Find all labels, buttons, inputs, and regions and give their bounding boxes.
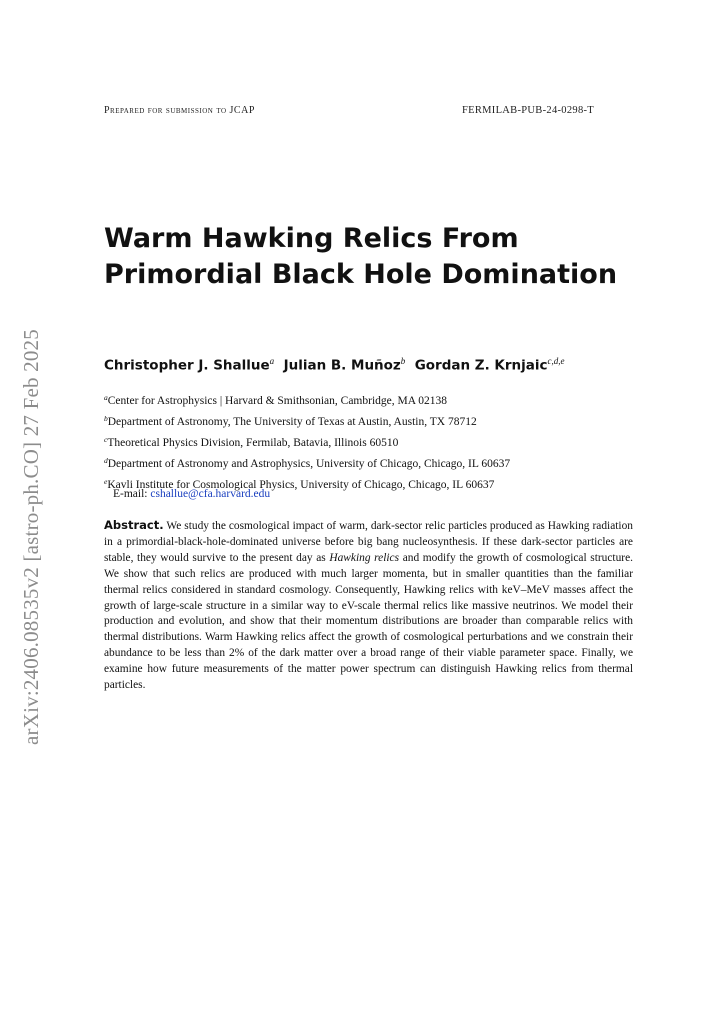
report-number: FERMILAB-PUB-24-0298-T [462, 105, 595, 116]
email-label: E-mail: [113, 488, 148, 500]
author-affil-mark: a [269, 356, 275, 366]
affiliation-item [104, 389, 510, 410]
affiliation-mark: e [104, 477, 108, 486]
affiliation-text: Center for Astrophysics | Harvard & Smithsonian, Cambridge, MA 02138 [107, 395, 448, 407]
affiliation-mark: b [104, 414, 108, 423]
author-list [104, 356, 565, 374]
title-line-2: Primordial Black Hole Domination [104, 259, 618, 290]
affiliation-item [104, 431, 510, 452]
affiliation-text: Theoretical Physics Division, Fermilab, Batavia, Illinois 60510 [107, 437, 399, 449]
contact-email [113, 488, 270, 500]
abstract-label: Abstract. [104, 518, 164, 532]
affiliation-item [104, 452, 510, 473]
author-name: Christopher J. Shallue [104, 357, 270, 374]
affiliation-mark: c [104, 435, 108, 444]
author-name: Gordan Z. Krnjaic [414, 357, 548, 374]
author-affil-mark: b [400, 356, 406, 366]
title-line-1: Warm Hawking Relics From [104, 223, 519, 254]
affiliation-mark: d [104, 456, 108, 465]
abstract [104, 518, 633, 694]
affiliation-item [104, 410, 510, 431]
abstract-text-continued: and modify the growth of cosmological structure. We show that such relics are produced with much larger momenta, but in smaller quantities than the familiar thermal relics considered in standard cosmology. Consequently, Hawking relics with keV–MeV masses affect the growth of large-scale structure in a similar way to eV-scale thermal relics like massive neutrinos. We model their production and evolution, and show that their momentum distributions are broader than comparable relics with thermal distributions. Warm Hawking relics affect the growth of cosmological perturbations and we constrain their abundance to be less than 2% of the dark matter over a broad range of their viable parameter space. Finally, we examine how future measurements of the matter power spectrum can distinguish Hawking relics from thermal particles. [104, 551, 633, 692]
arxiv-identifier-stamp: arXiv:2406.08535v2 [astro-ph.CO] 27 Feb 2025 [19, 329, 43, 745]
author-affil-mark: c,d,e [547, 356, 565, 366]
affiliation-mark: a [104, 393, 108, 402]
affiliation-text: Department of Astronomy, The University of Texas at Austin, Austin, TX 78712 [107, 416, 477, 428]
email-link[interactable]: cshallue@cfa.harvard.edu [150, 488, 271, 500]
author-name: Julian B. Muñoz [283, 357, 401, 374]
paper-title [104, 221, 664, 293]
affiliation-list [104, 389, 510, 494]
abstract-emphasis: Hawking relics [329, 551, 400, 564]
affiliation-text: Department of Astronomy and Astrophysics, University of Chicago, Chicago, IL 60637 [107, 458, 511, 470]
abstract-text: We study the cosmological impact of warm, dark-sector relic particles produced as Hawking radiation in a primordial-black-hole-dominated universe before big bang nucleosynthesis. If these dark-sector particles are stable, they would survive to the present day as [104, 520, 633, 564]
affiliation-text: Kavli Institute for Cosmological Physics, University of Chicago, Chicago, IL 60637 [107, 479, 495, 491]
journal-header: Prepared for submission to JCAP [104, 105, 255, 116]
